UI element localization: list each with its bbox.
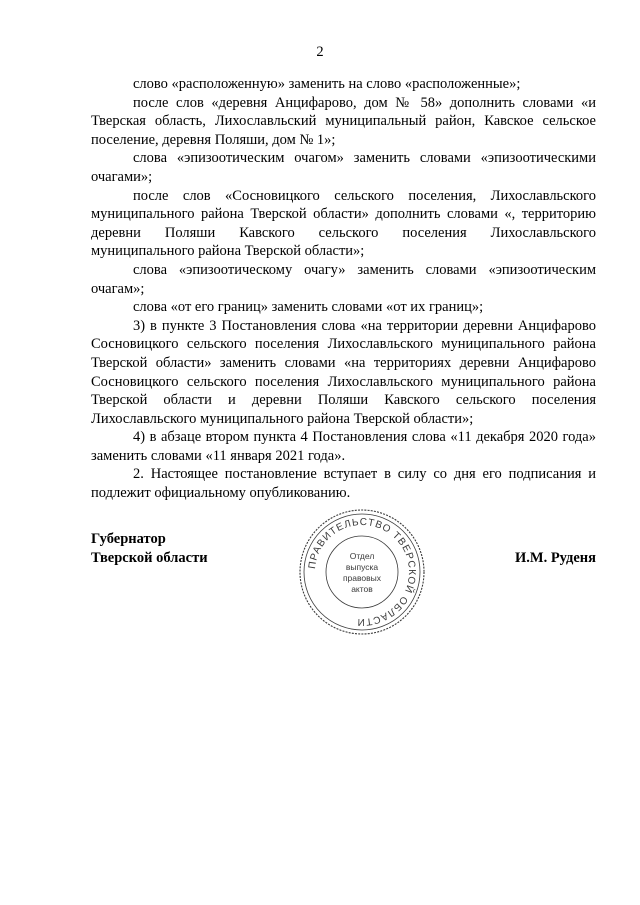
signatory-title xyxy=(91,530,208,567)
stamp-inner-ring xyxy=(326,536,398,608)
stamp-center-text: выпуска xyxy=(345,562,379,572)
paragraph: после слов «деревня Анцифарово, дом № 58» дополнить словами «и Тверская область, Лихославльский муниципальный район, Кавское сельское поселение, деревня Поляши, дом № 1»; xyxy=(91,94,596,148)
paragraph: слово «расположенную» заменить на слово «расположенные»; xyxy=(133,76,521,92)
stamp-ring-text: ПРАВИТЕЛЬСТВО ТВЕРСКОЙ ОБЛАСТИ xyxy=(307,516,418,628)
stamp-outer-ring xyxy=(300,510,424,634)
paragraph: слова «эпизоотическому очагу» заменить словами «эпизоотическим очагам»; xyxy=(91,261,596,297)
signatory-title-line: Тверской области xyxy=(91,549,208,566)
paragraph: 4) в абзаце втором пункта 4 Постановления слова «11 декабря 2020 года» заменить словами «11 января 2021 года». xyxy=(91,429,596,464)
paragraph: 2. Настоящее постановление вступает в силу со дня его подписания и подлежит официальному опубликованию. xyxy=(91,466,596,502)
paragraph: после слов «Сосновицкого сельского поселения, Лихославльского муниципального района Тверской области» дополнить словами «, территорию деревни Поляши Кавского сельского поселения Лихославльского муниципального района Тверской области»; xyxy=(91,187,596,260)
stamp-center-text: Отдел xyxy=(349,551,375,561)
document-body xyxy=(91,75,596,503)
paragraph: слова «эпизоотическим очагом» заменить словами «эпизоотическими очагами»; xyxy=(91,150,596,185)
stamp-outer-ring-inner xyxy=(304,514,420,630)
stamp-center-text: актов xyxy=(351,584,373,594)
paragraph: 3) в пункте 3 Постановления слова «на территории деревни Анцифарово Сосновицкого сельского поселения Лихославльского муниципального района Тверской области» заменить словами «на территориях деревни Анцифарово Сосновицкого сельского поселения Лихославльского муниципального района Тверской области и деревни Поляши Кавского сельского поселения Лихославльского муниципального района Тверской области»; xyxy=(91,317,596,427)
signatory-title-line: Губернатор xyxy=(91,531,166,547)
page-number: 2 xyxy=(316,44,324,60)
signature-block xyxy=(91,516,596,640)
stamp-center-text: правовых xyxy=(342,573,382,583)
signatory-name: И.М. Руденя xyxy=(514,549,596,566)
paragraph: слова «от его границ» заменить словами «от их границ»; xyxy=(133,299,484,316)
official-stamp xyxy=(297,507,427,637)
